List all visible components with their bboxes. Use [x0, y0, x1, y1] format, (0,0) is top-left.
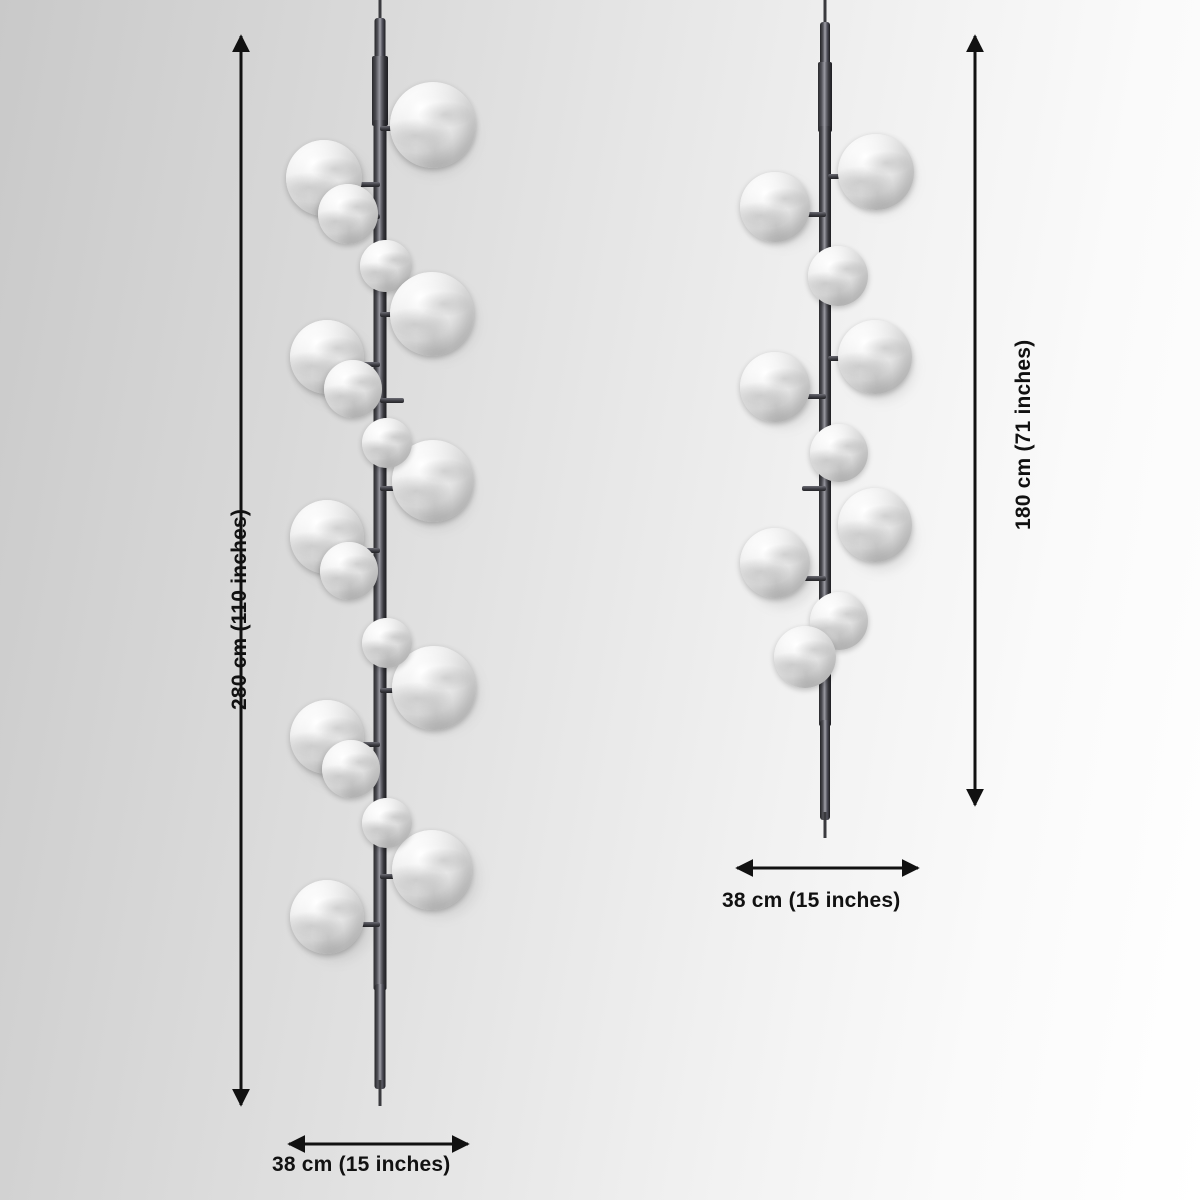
globe [774, 626, 836, 688]
globe [808, 246, 868, 306]
fixture-small [710, 0, 940, 850]
globe [810, 424, 868, 482]
globe [324, 360, 382, 418]
globe [322, 740, 380, 798]
large-width-label: 38 cm (15 inches) [272, 1153, 451, 1176]
rod-upper [372, 56, 388, 126]
fixture-large [250, 0, 510, 1120]
globe [290, 880, 364, 954]
globe [838, 134, 914, 210]
large-height-label: 280 cm (110 inches) [228, 508, 251, 710]
globe [838, 488, 912, 562]
globe [740, 528, 810, 598]
rod-bottom-finial [375, 984, 386, 1089]
globe [740, 352, 810, 422]
rod-bottom-finial [820, 720, 830, 820]
globe [362, 798, 412, 848]
rod-top-finial [375, 18, 386, 60]
globe [740, 172, 810, 242]
globe-arm [802, 486, 826, 491]
small-height-label: 180 cm (71 inches) [1012, 339, 1035, 530]
globe-arm [380, 398, 404, 403]
small-width-label: 38 cm (15 inches) [722, 889, 901, 912]
rod-bottom-tip [824, 812, 827, 838]
globe [838, 320, 912, 394]
globe [320, 542, 378, 600]
globe [362, 618, 412, 668]
globe [362, 418, 412, 468]
globe [318, 184, 378, 244]
globe [390, 82, 476, 168]
rod-upper [818, 62, 832, 132]
globe [390, 272, 474, 356]
rod-bottom-tip [379, 1080, 382, 1106]
globe [392, 830, 472, 910]
rod-top-finial [820, 22, 830, 66]
